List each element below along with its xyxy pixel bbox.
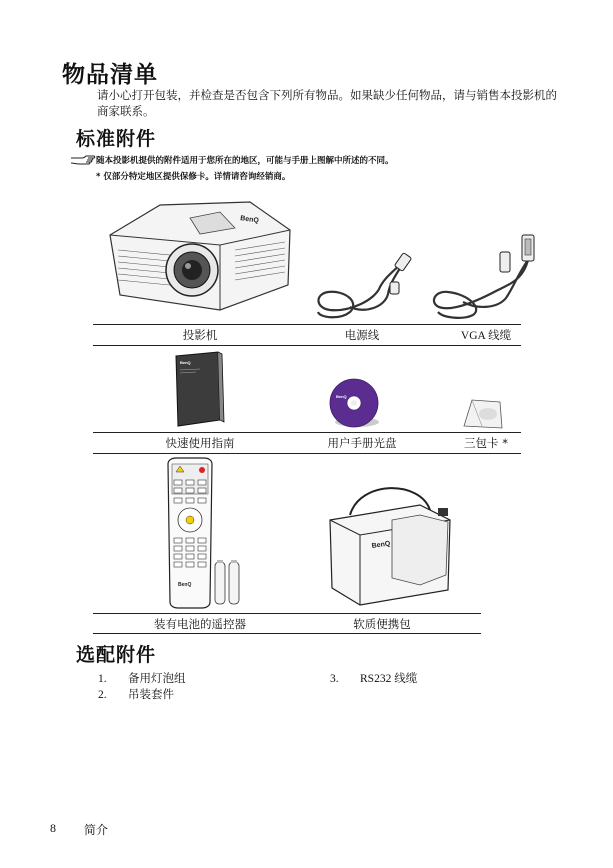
optional-item-number: 3.: [330, 673, 339, 685]
manual-cd-image: [327, 378, 383, 430]
caption-manual-cd: 用户手册光盘: [327, 436, 397, 450]
caption-warranty-card: 三包卡 *: [464, 436, 508, 450]
power-cord-image: [310, 252, 415, 322]
guide-logo: BenQ: [180, 360, 191, 365]
standard-accessories-heading: 标准附件: [76, 128, 157, 150]
projector-image: [100, 190, 300, 315]
optional-item-number: 1.: [98, 673, 107, 685]
page-title: 物品清单: [62, 62, 158, 88]
intro-paragraph: 请小心打开包装，并检查是否包含下列所有物品。如果缺少任何物品，请与销售本投影机的商家联系。: [97, 88, 557, 118]
row-3-top-rule: [93, 613, 481, 614]
caption-power-cord: 电源线: [344, 328, 380, 342]
row-2-bottom-rule: [93, 453, 521, 454]
remote-logo: BenQ: [178, 582, 192, 588]
vga-cable-image: [428, 230, 538, 322]
row-2-top-rule: [93, 432, 521, 433]
optional-item-number: 2.: [98, 689, 107, 701]
row-3-bottom-rule: [93, 633, 481, 634]
page-number: 8: [50, 821, 56, 835]
caption-vga-cable: VGA 线缆: [460, 330, 512, 342]
soft-case-image: [320, 480, 458, 610]
optional-item-label: 吊装套件: [128, 687, 174, 701]
optional-item-2: [98, 686, 174, 702]
projector-logo: BenQ: [239, 215, 260, 225]
caption-projector: 投影机: [182, 328, 218, 342]
caption-quick-start-guide: 快速使用指南: [165, 436, 235, 450]
optional-item-1: [98, 670, 186, 686]
row-1-top-rule: [93, 324, 521, 325]
cd-logo: BenQ: [336, 394, 347, 399]
optional-item-label: 备用灯泡组: [128, 671, 186, 685]
optional-item-3: [330, 670, 417, 686]
case-logo: BenQ: [371, 540, 391, 550]
optional-accessories-heading: 选配附件: [76, 644, 157, 666]
quick-start-guide-image: [174, 350, 224, 430]
optional-item-label: RS232 线缆: [360, 673, 418, 685]
caption-soft-case: 软质便携包: [353, 617, 411, 631]
note-line-2: * 仅部分特定地区提供保修卡。详情请咨询经销商。: [96, 172, 291, 182]
caption-remote-control: 装有电池的遥控器: [154, 617, 246, 631]
note-line-1: 随本投影机提供的附件适用于您所在的地区，可能与手册上图解中所述的不同。: [96, 156, 394, 166]
row-1-bottom-rule: [93, 345, 521, 346]
pointing-hand-icon: [70, 152, 96, 166]
footer-section: 简介: [84, 823, 109, 837]
remote-control-image: [162, 458, 247, 610]
warranty-card-image: [462, 396, 506, 430]
